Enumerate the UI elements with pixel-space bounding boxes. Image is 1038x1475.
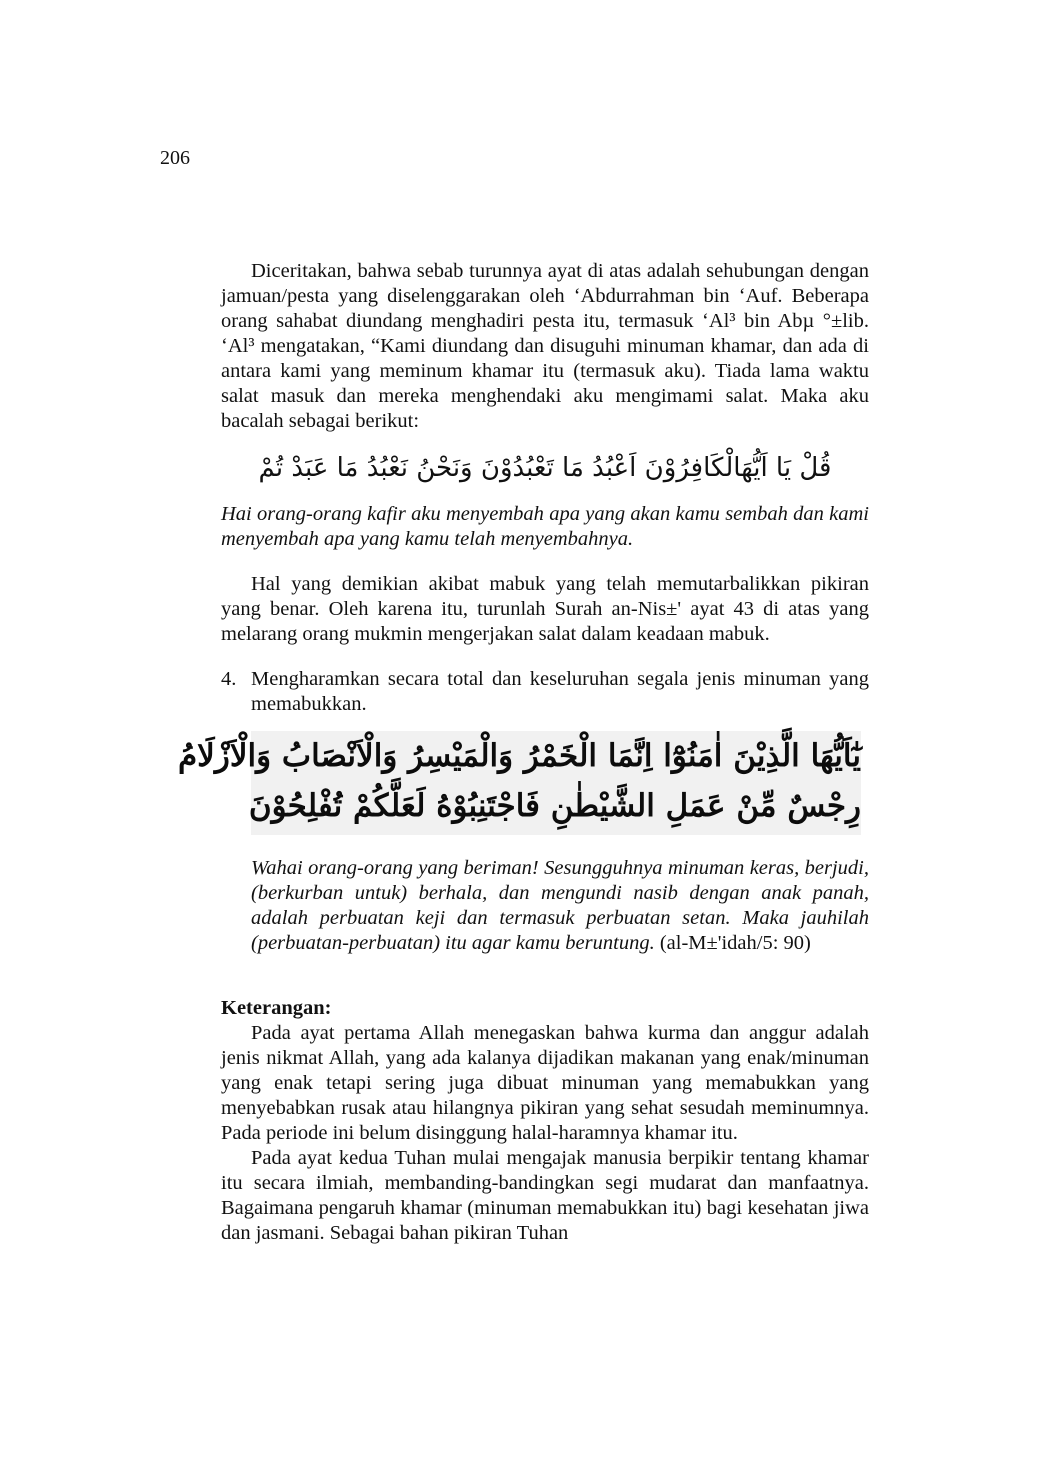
keterangan-paragraph-1: Pada ayat pertama Allah menegaskan bahwa kurma dan anggur adalah jenis nikmat Allah, yang ada kalanya dijadikan makanan yang enak/minuman yang enak tetapi sering juga dibuat minuman yang memabukkan yang menyebabkan rusak atau hilangnya pikiran yang sehat sesudah meminumnya. Pada periode ini belum disinggung halal-haramnya khamar itu. <box>221 1022 869 1144</box>
translation-al-maidah <box>251 856 869 956</box>
translation-al-maidah-text: Wahai orang-orang yang beriman! Sesungguhnya minuman keras, berjudi, (berkurban untuk) berhala, dan mengundi nasib dengan anak panah, adalah perbuatan keji dan termasuk perbuatan setan. Maka jauhilah (perbuatan-perbuatan) itu agar kamu beruntung. <box>251 856 869 954</box>
arabic-verse-al-maidah-image <box>177 731 861 835</box>
paragraph-an-nisa: Hal yang demikian akibat mabuk yang telah memutarbalikkan pikiran yang benar. Oleh karena itu, turunlah Surah an-Nis±' ayat 43 di atas yang melarang orang mukmin mengerjakan salat dalam keadaan mabuk. <box>221 573 869 645</box>
arabic-verse-line-1: يٰٓاَيُّهَا الَّذِيْنَ اٰمَنُوْٓا اِنَّمَا الْخَمْرُ وَالْمَيْسِرُ وَالْاَنْصَابُ وَالْاَزْلَامُ <box>177 738 861 774</box>
section-heading: Keterangan: <box>221 997 332 1019</box>
spacer <box>221 647 869 667</box>
arabic-verse-line-2: رِجْسٌ مِّنْ عَمَلِ الشَّيْطٰنِ فَاجْتَنِبُوْهُ لَعَلَّكُمْ تُفْلِحُوْنَ <box>248 788 861 824</box>
translation-al-kafirun: Hai orang-orang kafir aku menyembah apa yang akan kamu sembah dan kami menyembah apa yang kamu telah menyembahnya. <box>221 503 869 550</box>
verse-citation: (al-M±'idah/5: 90) <box>659 931 811 954</box>
keterangan-paragraph-2: Pada ayat kedua Tuhan mulai mengajak manusia berpikir tentang khamar itu secara ilmiah, membanding-bandingkan segi mudarat dan manfaatnya. Bagaimana pengaruh khamar (minuman memabukkan itu) bagi kesehatan jiwa dan jasmani. Sebagai bahan pikiran Tuhan <box>221 1147 869 1244</box>
spacer <box>221 552 869 572</box>
list-item-number: 4. <box>221 668 237 690</box>
list-item-4 <box>221 667 869 717</box>
intro-paragraph: Diceritakan, bahwa sebab turunnya ayat di atas adalah sehubungan dengan jamuan/pesta yang diselenggarakan oleh ‘Abdurrahman bin ‘Auf. Beberapa orang sahabat diundang menghadiri pesta itu, termasuk ‘Al³ bin Abµ °±lib. ‘Al³ mengatakan, “Kami diundang dan disuguhi minuman khamar, dan ada di antara kami yang meminum khamar itu (termasuk aku). Tiada lama waktu salat masuk dan mereka menghendaki aku mengimami salat. Maka aku bacalah sebagai berikut: <box>221 260 869 432</box>
arabic-verse-al-kafirun: قُلْ يَا اَيُّهَالْكَافِرُوْنَ اَعْبُدُ مَا تَعْبُدُوْنَ وَنَحْنُ نَعْبُدُ مَا عَبَدْ تُمْ <box>258 453 832 483</box>
page-body <box>177 259 869 1246</box>
spacer <box>221 976 869 996</box>
page-number: 206 <box>160 147 190 169</box>
list-item-text: Mengharamkan secara total dan keseluruhan segala jenis minuman yang memabukkan. <box>251 668 869 715</box>
